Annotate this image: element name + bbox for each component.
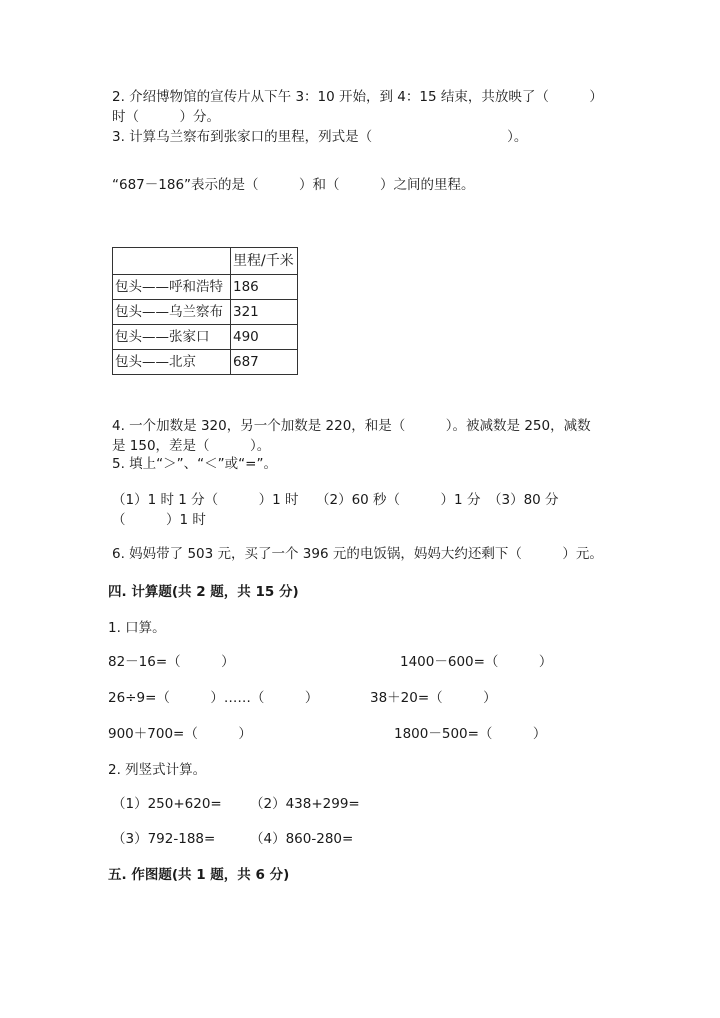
vertical-problem: （3）792-188=	[112, 831, 216, 847]
q4-line1: 4. 一个加数是 320，另一个加数是 220，和是（ ）。被减数是 250，减数	[112, 418, 591, 434]
q5-item2: （2）60 秒（ ）1 分	[316, 492, 481, 508]
table-row	[113, 300, 298, 325]
q3-line2: “687－186”表示的是（ ）和（ ）之间的里程。	[112, 177, 475, 193]
route-cell: 包头——乌兰察布	[113, 300, 231, 325]
q5-title: 5. 填上“＞”、“＜”或“=”。	[112, 456, 277, 472]
table-header-cell	[113, 248, 231, 275]
distance-cell: 186	[231, 275, 298, 300]
oral-problem: 82－16=（ ）	[108, 654, 235, 670]
q2-line2: 时（ ）分。	[112, 109, 220, 125]
q5-item3: （3）80 分	[488, 492, 559, 508]
route-cell: 包头——呼和浩特	[113, 275, 231, 300]
section4-title: 四. 计算题(共 2 题，共 15 分)	[108, 584, 299, 600]
section4-q2-title: 2. 列竖式计算。	[108, 762, 207, 778]
route-cell: 包头——北京	[113, 350, 231, 375]
section4-q1-title: 1. 口算。	[108, 620, 166, 636]
oral-problem: 26÷9=（ ）……（ ）	[108, 690, 319, 706]
distance-cell: 687	[231, 350, 298, 375]
table-row	[113, 275, 298, 300]
oral-problem: 900＋700=（ ）	[108, 726, 252, 742]
table-header-row	[113, 248, 298, 275]
q4-line2: 是 150，差是（ ）。	[112, 438, 271, 454]
distance-cell: 321	[231, 300, 298, 325]
q5-item3-cont: （ ）1 时	[112, 512, 206, 528]
vertical-problem: （1）250+620=	[112, 796, 222, 812]
distance-cell: 490	[231, 325, 298, 350]
q2-line1: 2. 介绍博物馆的宣传片从下午 3：10 开始，到 4：15 结束，共放映了（ ）	[112, 89, 603, 105]
vertical-problem: （4）860-280=	[250, 831, 354, 847]
section5-title: 五. 作图题(共 1 题，共 6 分)	[108, 867, 290, 883]
q3-line1: 3. 计算乌兰察布到张家口的里程，列式是（ ）。	[112, 129, 528, 145]
oral-problem: 38＋20=（ ）	[370, 690, 497, 706]
table-row	[113, 350, 298, 375]
oral-problem: 1800－500=（ ）	[394, 726, 547, 742]
mileage-table	[112, 247, 298, 375]
vertical-problem: （2）438+299=	[250, 796, 360, 812]
q5-item1: （1）1 时 1 分（ ）1 时	[112, 492, 299, 508]
oral-problem: 1400－600=（ ）	[400, 654, 553, 670]
route-cell: 包头——张家口	[113, 325, 231, 350]
q6-line1: 6. 妈妈带了 503 元，买了一个 396 元的电饭锅，妈妈大约还剩下（ ）元。	[112, 546, 603, 562]
table-row	[113, 325, 298, 350]
table-header-cell: 里程/千米	[231, 248, 298, 275]
